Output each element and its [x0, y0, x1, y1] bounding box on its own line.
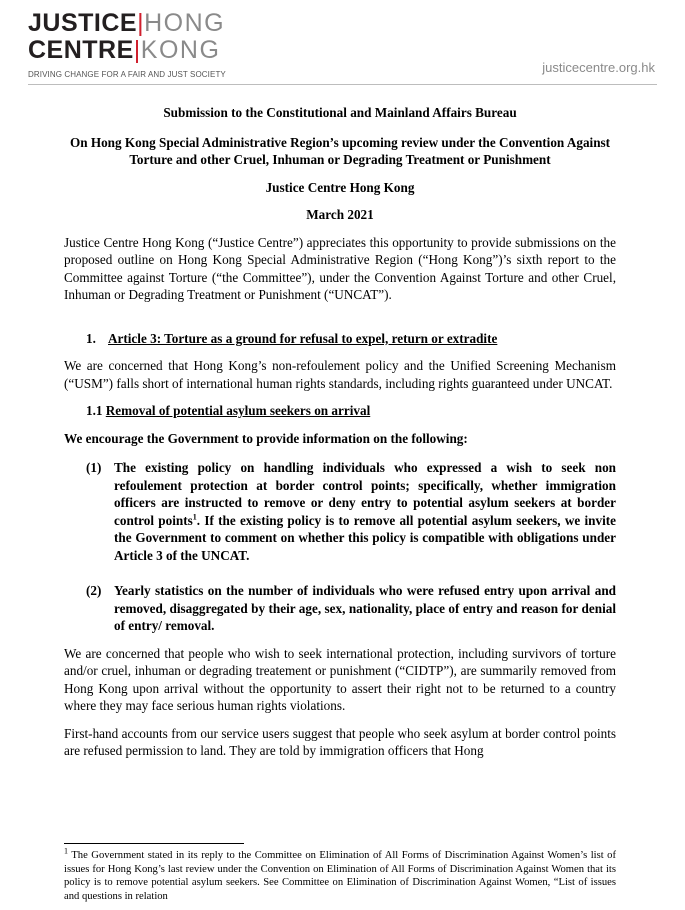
accounts-paragraph: First-hand accounts from our service users suggest that people who seek asylum at border control points are refused permission to land. They are told by immigration officers that Hong [64, 725, 616, 758]
section-1-title: Article 3: Torture as a ground for refusal to expel, return or extradite [108, 330, 498, 346]
footnote-ref[interactable]: 1 [192, 512, 197, 522]
section-1-1-title: Removal of potential asylum seekers on arrival [105, 403, 371, 418]
logo-word-centre: CENTRE [28, 36, 134, 64]
title-line-2: On Hong Kong Special Administrative Region’s upcoming review under the Convention Against Torture and other Cruel, Inhuman or Degrading Treatment or Punishment [69, 134, 611, 167]
section-1-heading [64, 330, 616, 348]
logo-divider: | [133, 36, 141, 64]
logo-word-hong: HONG [144, 9, 226, 37]
logo-tagline: DRIVING CHANGE FOR A FAIR AND JUST SOCIETY [28, 70, 226, 79]
concern-paragraph: We are concerned that people who wish to seek international protection, including survivors of torture and/or cruel, inhuman or degrading treatement or punishment (“CIDTP”), are summarily removed from Hong Kong upon arrival without the opportunity to assert their right not to be returned to a country where they may face serious human rights violations. [64, 645, 616, 713]
title-line-1: Submission to the Constitutional and Mainland Affairs Bureau [163, 105, 517, 120]
section-1-paragraph: We are concerned that Hong Kong’s non-refoulement policy and the Unified Screening Mechanism (“USM”) falls short of international human rights standards, including rights guaranteed under UNCAT. [64, 358, 616, 391]
footnote-divider [64, 843, 244, 844]
list-item-label: (2) [86, 583, 102, 598]
logo-word-kong: KONG [140, 36, 221, 64]
document-date: March 2021 [306, 207, 374, 222]
section-1-1-number: 1.1 [86, 403, 103, 418]
list-item-text: The existing policy on handling individuals who expressed a wish to seek non refoulement protection at border control points; specifically, whether immigration officers are instructed to remove or deny entry to potential asylum seekers at border control points$^1$. If the existing policy is to remove all potential asylum seekers, we invite the Government to comment on whether this policy is compatible with obligations under Article 3 of the UNCAT. [114, 460, 616, 563]
section-1-1-heading [64, 402, 616, 420]
list-item-label: (1) [86, 460, 102, 475]
logo-divider: | [137, 9, 145, 37]
logo-word-justice: JUSTICE [28, 9, 138, 37]
section-1-1-lead: We encourage the Government to provide information on the following: [64, 430, 468, 446]
logo-row-bottom [28, 37, 220, 63]
footnote-text: The Government stated in its reply to the Committee on Elimination of All Forms of Discrimination Against Women’s list of issues for Hong Kong’s last review under the Convention on Elimination of All Forms of Discrimination Against Women that its policy is to remove potential asylum seekers. See Committee on Elimination of Discrimination Against Women, “List of issues and questions in relation [64, 850, 616, 902]
section-1-number: 1. [86, 330, 96, 346]
list-item-text: Yearly statistics on the number of individuals who were refused entry upon arrival and removed, disaggregated by their age, sex, nationality, place of entry and reason for denial of entry/ removal. [114, 583, 616, 633]
footnote [64, 846, 616, 903]
footnote-number: 1 [64, 846, 68, 856]
list-item [64, 582, 616, 635]
logo-row-top [28, 10, 225, 36]
list-item [64, 459, 616, 564]
intro-paragraph: Justice Centre Hong Kong (“Justice Centre”) appreciates this opportunity to provide submissions on the proposed outline on Hong Kong Special Administrative Region (“Hong Kong”)’s sixth report to the Committee against Torture (“the Committee”), under the Convention Against Torture and other Cruel, Inhuman or Degrading Treatment or Punishment (“UNCAT”). [64, 234, 616, 302]
website-link[interactable]: justicecentre.org.hk [542, 60, 655, 75]
justice-centre-logo [28, 10, 228, 84]
document-body [64, 104, 616, 760]
document-author: Justice Centre Hong Kong [265, 179, 415, 195]
header-divider [28, 84, 657, 85]
